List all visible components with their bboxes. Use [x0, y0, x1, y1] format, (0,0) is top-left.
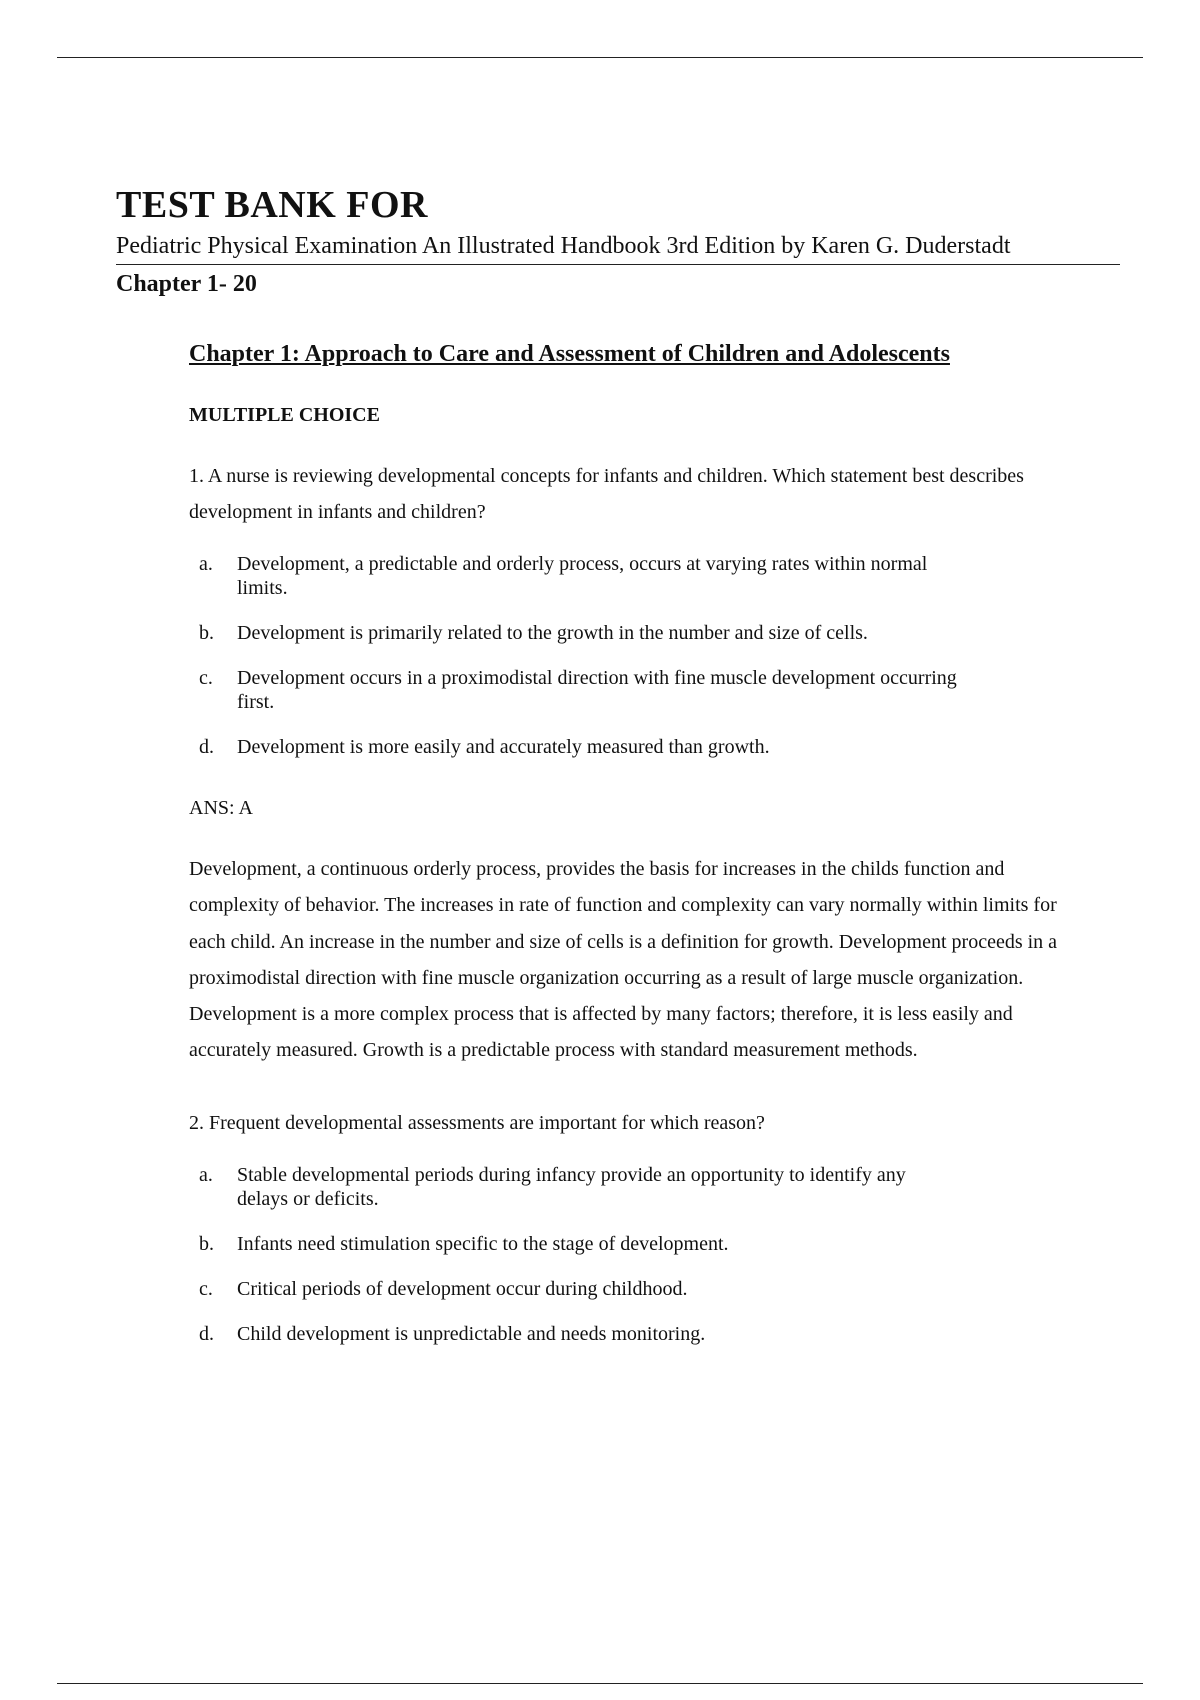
answer-options [189, 552, 1069, 759]
question-stem: 2. Frequent developmental assessments are important for which reason? [189, 1111, 765, 1134]
option-a [189, 552, 1069, 600]
option-text: Stable developmental periods during infancy provide an opportunity to identify any delays or deficits. [237, 1163, 906, 1210]
question-stem: 1. A nurse is reviewing developmental concepts for infants and children. Which statement best describes development in infants and children? [189, 465, 1024, 523]
bottom-rule [57, 1683, 1143, 1684]
question-1 [189, 458, 1069, 1069]
option-text: Infants need stimulation specific to the stage of development. [237, 1232, 729, 1255]
answer-rationale: Development, a continuous orderly process, provides the basis for increases in the childs function and complexity of behavior. The increases in rate of function and complexity can vary normally within limits for each child. An increase in the number and size of cells is a definition for growth. Development proceeds in a proximodistal direction with fine muscle organization occurring as a result of large muscle organization. Development is a more complex process that is affected by many factors; therefore, it is less easily and accurately measured. Growth is a predictable process with standard measurement methods. [189, 858, 1058, 1062]
chapter-heading: Chapter 1: Approach to Care and Assessment of Children and Adolescents [189, 341, 950, 367]
answer-key: ANS: A [189, 797, 253, 819]
option-letter: d. [199, 1322, 214, 1345]
option-letter: c. [199, 667, 213, 689]
question-2 [189, 1105, 1069, 1346]
document-body [189, 338, 1069, 1367]
option-d [189, 1322, 1069, 1346]
option-letter: b. [199, 1232, 214, 1255]
document-title: TEST BANK FOR [116, 184, 428, 226]
option-c [189, 666, 1069, 714]
option-text: Development, a predictable and orderly process, occurs at varying rates within normal limits. [237, 553, 928, 599]
answer-options [189, 1163, 1069, 1346]
option-text: Development is primarily related to the growth in the number and size of cells. [237, 622, 868, 644]
option-text: Child development is unpredictable and needs monitoring. [237, 1322, 706, 1345]
option-b [189, 621, 1069, 645]
option-a [189, 1163, 1069, 1211]
option-d [189, 735, 1069, 759]
option-letter: d. [199, 736, 214, 758]
book-subtitle: Pediatric Physical Examination An Illustrated Handbook 3rd Edition by Karen G. Duderstadt [116, 231, 1120, 265]
option-c [189, 1277, 1069, 1301]
section-heading: MULTIPLE CHOICE [189, 404, 380, 426]
option-b [189, 1232, 1069, 1256]
option-text: Development occurs in a proximodistal direction with fine muscle development occurring first. [237, 667, 957, 713]
option-letter: b. [199, 622, 214, 644]
option-text: Development is more easily and accurately measured than growth. [237, 736, 770, 758]
option-letter: a. [199, 1163, 213, 1186]
option-letter: c. [199, 1277, 213, 1300]
option-text: Critical periods of development occur during childhood. [237, 1277, 688, 1300]
chapter-range: Chapter 1- 20 [116, 271, 257, 297]
top-rule [57, 57, 1143, 58]
option-letter: a. [199, 553, 213, 575]
